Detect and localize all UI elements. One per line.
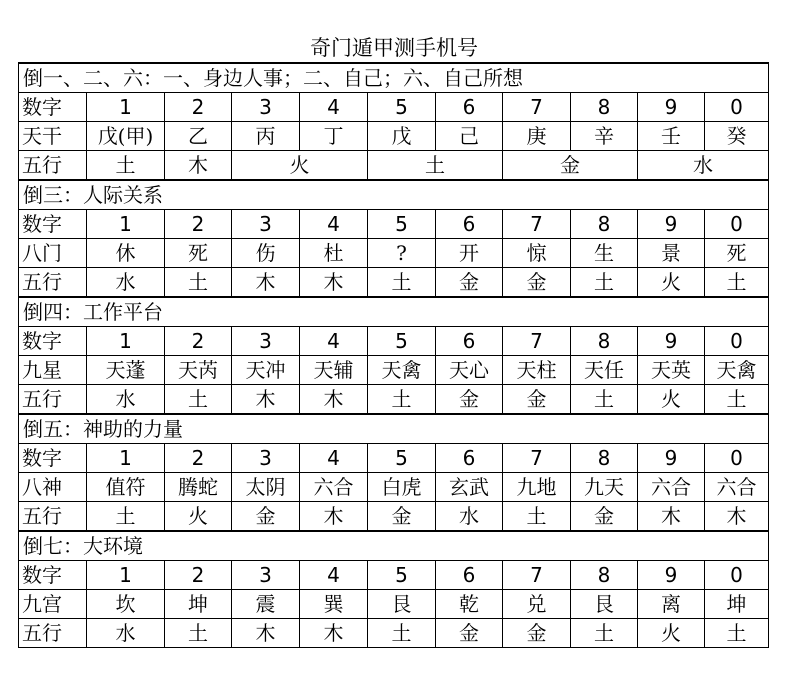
digit-cell: 4 [300,561,368,590]
row-label: 九星 [19,356,87,385]
section-heading: 倒七：大环境 [19,531,769,561]
attribute-cell: 天辅 [300,356,368,385]
wuxing-cell: 金 [368,502,436,532]
row-label: 数字 [19,561,87,590]
wuxing-cell: 火 [638,268,705,298]
section-heading: 倒三：人际关系 [19,180,769,210]
attribute-cell: 戊(甲) [87,122,165,151]
wuxing-cell: 水 [87,385,165,415]
wuxing-cell: 水 [638,151,769,181]
wuxing-cell: 土 [368,151,503,181]
attribute-row [19,122,769,151]
digit-cell: 6 [436,327,503,356]
digit-cell: 8 [571,93,638,122]
row-label: 九宫 [19,590,87,619]
row-label: 五行 [19,619,87,648]
wuxing-cell: 土 [571,619,638,648]
attribute-cell: 杜 [300,239,368,268]
wuxing-cell: 水 [87,268,165,298]
digit-cell: 1 [87,327,165,356]
wuxing-cell: 土 [571,385,638,415]
attribute-cell: 腾蛇 [165,473,232,502]
attribute-cell: 辛 [571,122,638,151]
wuxing-cell: 木 [300,385,368,415]
digit-cell: 9 [638,93,705,122]
digit-cell: 0 [705,93,769,122]
digit-cell: 2 [165,327,232,356]
digit-cell: 3 [232,561,300,590]
digit-cell: 8 [571,327,638,356]
wuxing-row [19,385,769,415]
attribute-cell: 白虎 [368,473,436,502]
digit-cell: 1 [87,93,165,122]
row-label: 数字 [19,444,87,473]
attribute-cell: 离 [638,590,705,619]
wuxing-cell: 土 [87,151,165,181]
wuxing-row [19,268,769,298]
attribute-cell: 己 [436,122,503,151]
attribute-cell: 休 [87,239,165,268]
wuxing-row [19,502,769,532]
section-heading: 倒四：工作平台 [19,297,769,327]
digits-row [19,444,769,473]
wuxing-cell: 土 [87,502,165,532]
attribute-cell: 艮 [571,590,638,619]
digit-cell: 7 [503,444,571,473]
digit-cell: 9 [638,327,705,356]
wuxing-cell: 木 [300,268,368,298]
attribute-cell: 死 [705,239,769,268]
digits-row [19,210,769,239]
wuxing-cell: 金 [503,385,571,415]
digits-row [19,327,769,356]
attribute-cell: 癸 [705,122,769,151]
wuxing-cell: 木 [300,502,368,532]
row-label: 五行 [19,268,87,298]
wuxing-row [19,619,769,648]
row-label: 数字 [19,93,87,122]
wuxing-cell: 水 [87,619,165,648]
digit-cell: 4 [300,444,368,473]
digit-cell: 5 [368,210,436,239]
wuxing-cell: 金 [436,385,503,415]
attribute-row [19,356,769,385]
digit-cell: 3 [232,93,300,122]
wuxing-cell: 火 [638,619,705,648]
attribute-cell: 值符 [87,473,165,502]
digit-cell: 3 [232,210,300,239]
digit-cell: 7 [503,93,571,122]
digit-cell: 8 [571,561,638,590]
section-heading-row [19,531,769,561]
section-heading-row [19,63,769,93]
digit-cell: 2 [165,561,232,590]
digit-cell: 3 [232,444,300,473]
digit-cell: 1 [87,444,165,473]
digit-cell: 5 [368,327,436,356]
digit-cell: 6 [436,444,503,473]
attribute-cell: 玄武 [436,473,503,502]
wuxing-cell: 火 [638,385,705,415]
row-label: 五行 [19,385,87,415]
attribute-cell: 天柱 [503,356,571,385]
attribute-cell: 天禽 [368,356,436,385]
wuxing-cell: 木 [638,502,705,532]
attribute-cell: 太阴 [232,473,300,502]
attribute-cell: 震 [232,590,300,619]
row-label: 数字 [19,327,87,356]
wuxing-cell: 木 [300,619,368,648]
attribute-cell: 天冲 [232,356,300,385]
attribute-cell: 六合 [300,473,368,502]
wuxing-cell: 土 [368,385,436,415]
wuxing-cell: 木 [232,385,300,415]
wuxing-cell: 金 [232,502,300,532]
wuxing-cell: 土 [368,619,436,648]
digit-cell: 9 [638,561,705,590]
digit-cell: 4 [300,327,368,356]
wuxing-cell: 火 [232,151,368,181]
digit-cell: 9 [638,444,705,473]
digit-cell: 5 [368,561,436,590]
attribute-cell: 巽 [300,590,368,619]
attribute-cell: 艮 [368,590,436,619]
wuxing-cell: 金 [503,619,571,648]
wuxing-row [19,151,769,181]
wuxing-cell: 火 [165,502,232,532]
wuxing-cell: 土 [165,619,232,648]
attribute-cell: 天任 [571,356,638,385]
row-label: 八门 [19,239,87,268]
digit-cell: 7 [503,561,571,590]
wuxing-cell: 土 [705,268,769,298]
qimen-table [18,62,769,648]
attribute-cell: 伤 [232,239,300,268]
attribute-row [19,590,769,619]
attribute-cell: 丁 [300,122,368,151]
attribute-cell: ? [368,239,436,268]
digit-cell: 7 [503,210,571,239]
digit-cell: 8 [571,444,638,473]
row-label: 八神 [19,473,87,502]
wuxing-cell: 土 [368,268,436,298]
attribute-cell: 九天 [571,473,638,502]
digit-cell: 0 [705,561,769,590]
digit-cell: 5 [368,444,436,473]
attribute-cell: 天芮 [165,356,232,385]
digit-cell: 2 [165,210,232,239]
section-heading: 倒一、二、六：一、身边人事；二、自己；六、自己所想 [19,63,769,93]
attribute-cell: 生 [571,239,638,268]
digit-cell: 2 [165,93,232,122]
attribute-cell: 开 [436,239,503,268]
attribute-cell: 戊 [368,122,436,151]
digit-cell: 6 [436,93,503,122]
wuxing-cell: 木 [705,502,769,532]
wuxing-cell: 金 [503,151,638,181]
row-label: 天干 [19,122,87,151]
digit-cell: 4 [300,210,368,239]
digit-cell: 6 [436,561,503,590]
attribute-cell: 九地 [503,473,571,502]
attribute-row [19,239,769,268]
digit-cell: 2 [165,444,232,473]
section-heading-row [19,297,769,327]
wuxing-cell: 水 [436,502,503,532]
attribute-row [19,473,769,502]
wuxing-cell: 金 [436,619,503,648]
wuxing-cell: 金 [436,268,503,298]
section-heading: 倒五：神助的力量 [19,414,769,444]
section-heading-row [19,180,769,210]
attribute-cell: 天英 [638,356,705,385]
attribute-cell: 天蓬 [87,356,165,385]
attribute-cell: 丙 [232,122,300,151]
wuxing-cell: 金 [503,268,571,298]
attribute-cell: 惊 [503,239,571,268]
wuxing-cell: 土 [165,385,232,415]
wuxing-cell: 土 [503,502,571,532]
page-title: 奇门遁甲测手机号 [310,36,478,60]
digit-cell: 6 [436,210,503,239]
digit-cell: 0 [705,210,769,239]
digit-cell: 5 [368,93,436,122]
attribute-cell: 天心 [436,356,503,385]
digit-cell: 4 [300,93,368,122]
wuxing-cell: 木 [232,619,300,648]
attribute-cell: 景 [638,239,705,268]
attribute-cell: 兑 [503,590,571,619]
digit-cell: 7 [503,327,571,356]
wuxing-cell: 木 [232,268,300,298]
wuxing-cell: 木 [165,151,232,181]
digits-row [19,561,769,590]
attribute-cell: 壬 [638,122,705,151]
attribute-cell: 坎 [87,590,165,619]
wuxing-cell: 土 [571,268,638,298]
wuxing-cell: 土 [165,268,232,298]
digits-row [19,93,769,122]
digit-cell: 1 [87,561,165,590]
digit-cell: 9 [638,210,705,239]
section-heading-row [19,414,769,444]
attribute-cell: 天禽 [705,356,769,385]
digit-cell: 8 [571,210,638,239]
attribute-cell: 乙 [165,122,232,151]
attribute-cell: 乾 [436,590,503,619]
digit-cell: 0 [705,327,769,356]
attribute-cell: 庚 [503,122,571,151]
digit-cell: 3 [232,327,300,356]
attribute-cell: 六合 [638,473,705,502]
wuxing-cell: 土 [705,619,769,648]
attribute-cell: 坤 [165,590,232,619]
row-label: 五行 [19,151,87,181]
digit-cell: 1 [87,210,165,239]
attribute-cell: 六合 [705,473,769,502]
attribute-cell: 坤 [705,590,769,619]
wuxing-cell: 金 [571,502,638,532]
row-label: 五行 [19,502,87,532]
wuxing-cell: 土 [705,385,769,415]
digit-cell: 0 [705,444,769,473]
row-label: 数字 [19,210,87,239]
attribute-cell: 死 [165,239,232,268]
